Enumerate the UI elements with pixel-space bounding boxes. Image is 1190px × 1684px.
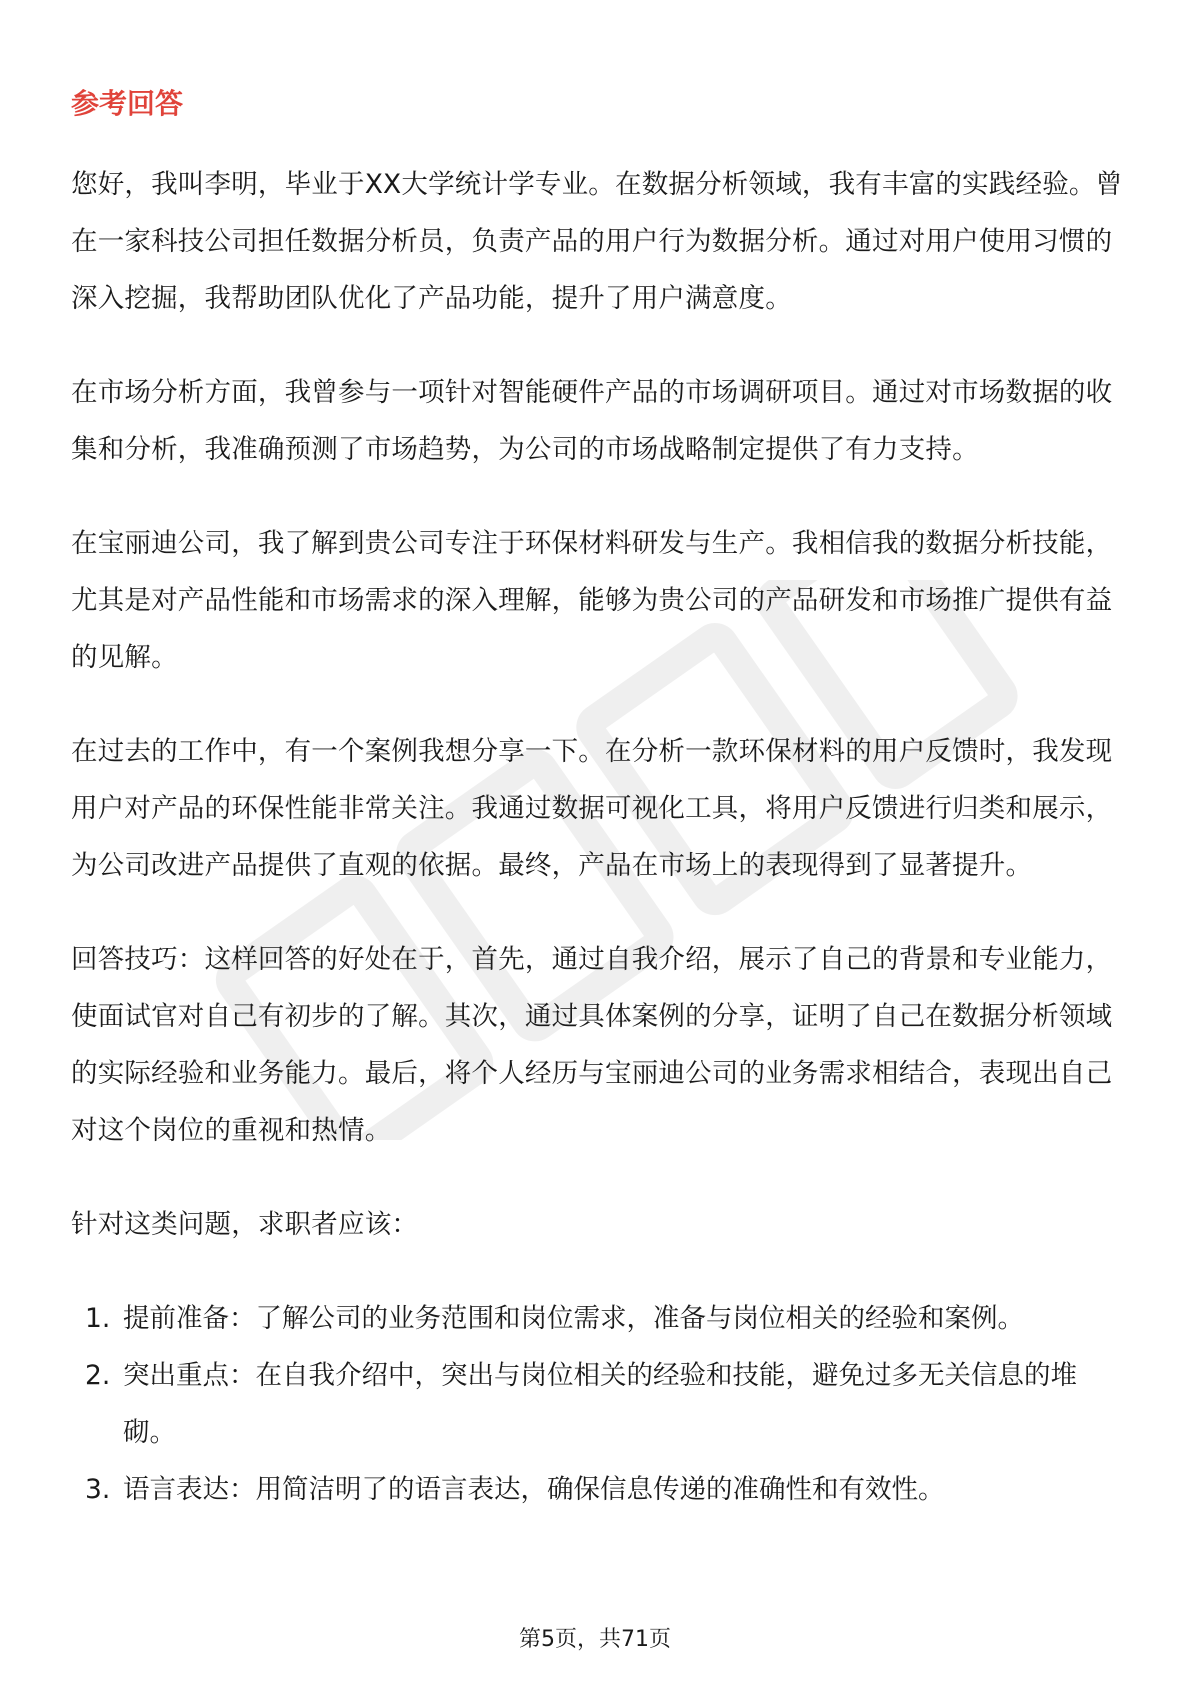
advice-list [71,1290,1129,1518]
list-text: 突出重点：在自我介绍中，突出与岗位相关的经验和技能，避免过多无关信息的堆砌。 [123,1360,1077,1448]
page-number-footer: 第5页，共71页 [519,1627,671,1652]
paragraph-advice-intro: 针对这类问题，求职者应该： [71,1209,419,1240]
paragraph-intro: 您好，我叫李明，毕业于XX大学统计学专业。在数据分析领域，我有丰富的实践经验。曾在一家科技公司担任数据分析员，负责产品的用户行为数据分析。通过对用户使用习惯的深入挖掘，我帮助团队优化了产品功能，提升了用户满意度。 [71,169,1123,314]
list-number: 2. [85,1360,111,1391]
list-text: 提前准备：了解公司的业务范围和岗位需求，准备与岗位相关的经验和案例。 [123,1303,1024,1334]
list-item [71,1290,1129,1347]
list-item [71,1347,1129,1461]
list-number: 1. [85,1303,111,1334]
paragraph-case-study: 在过去的工作中，有一个案例我想分享一下。在分析一款环保材料的用户反馈时，我发现用户对产品的环保性能非常关注。我通过数据可视化工具，将用户反馈进行归类和展示，为公司改进产品提供了直观的依据。最终，产品在市场上的表现得到了显著提升。 [71,736,1113,881]
paragraph-market-analysis: 在市场分析方面，我曾参与一项针对智能硬件产品的市场调研项目。通过对市场数据的收集和分析，我准确预测了市场趋势，为公司的市场战略制定提供了有力支持。 [71,377,1113,465]
section-heading: 参考回答 [71,87,184,120]
list-item [71,1461,1129,1518]
answer-content [71,156,1129,1518]
list-number: 3. [85,1474,111,1505]
list-text: 语言表达：用简洁明了的语言表达，确保信息传递的准确性和有效性。 [123,1474,945,1505]
paragraph-answer-tips: 回答技巧：这样回答的好处在于，首先，通过自我介绍，展示了自己的背景和专业能力，使面试官对自己有初步的了解。其次，通过具体案例的分享，证明了自己在数据分析领域的实际经验和业务能力。最后，将个人经历与宝丽迪公司的业务需求相结合，表现出自己对这个岗位的重视和热情。 [71,944,1113,1146]
paragraph-company-fit: 在宝丽迪公司，我了解到贵公司专注于环保材料研发与生产。我相信我的数据分析技能，尤其是对产品性能和市场需求的深入理解，能够为贵公司的产品研发和市场推广提供有益的见解。 [71,528,1113,673]
